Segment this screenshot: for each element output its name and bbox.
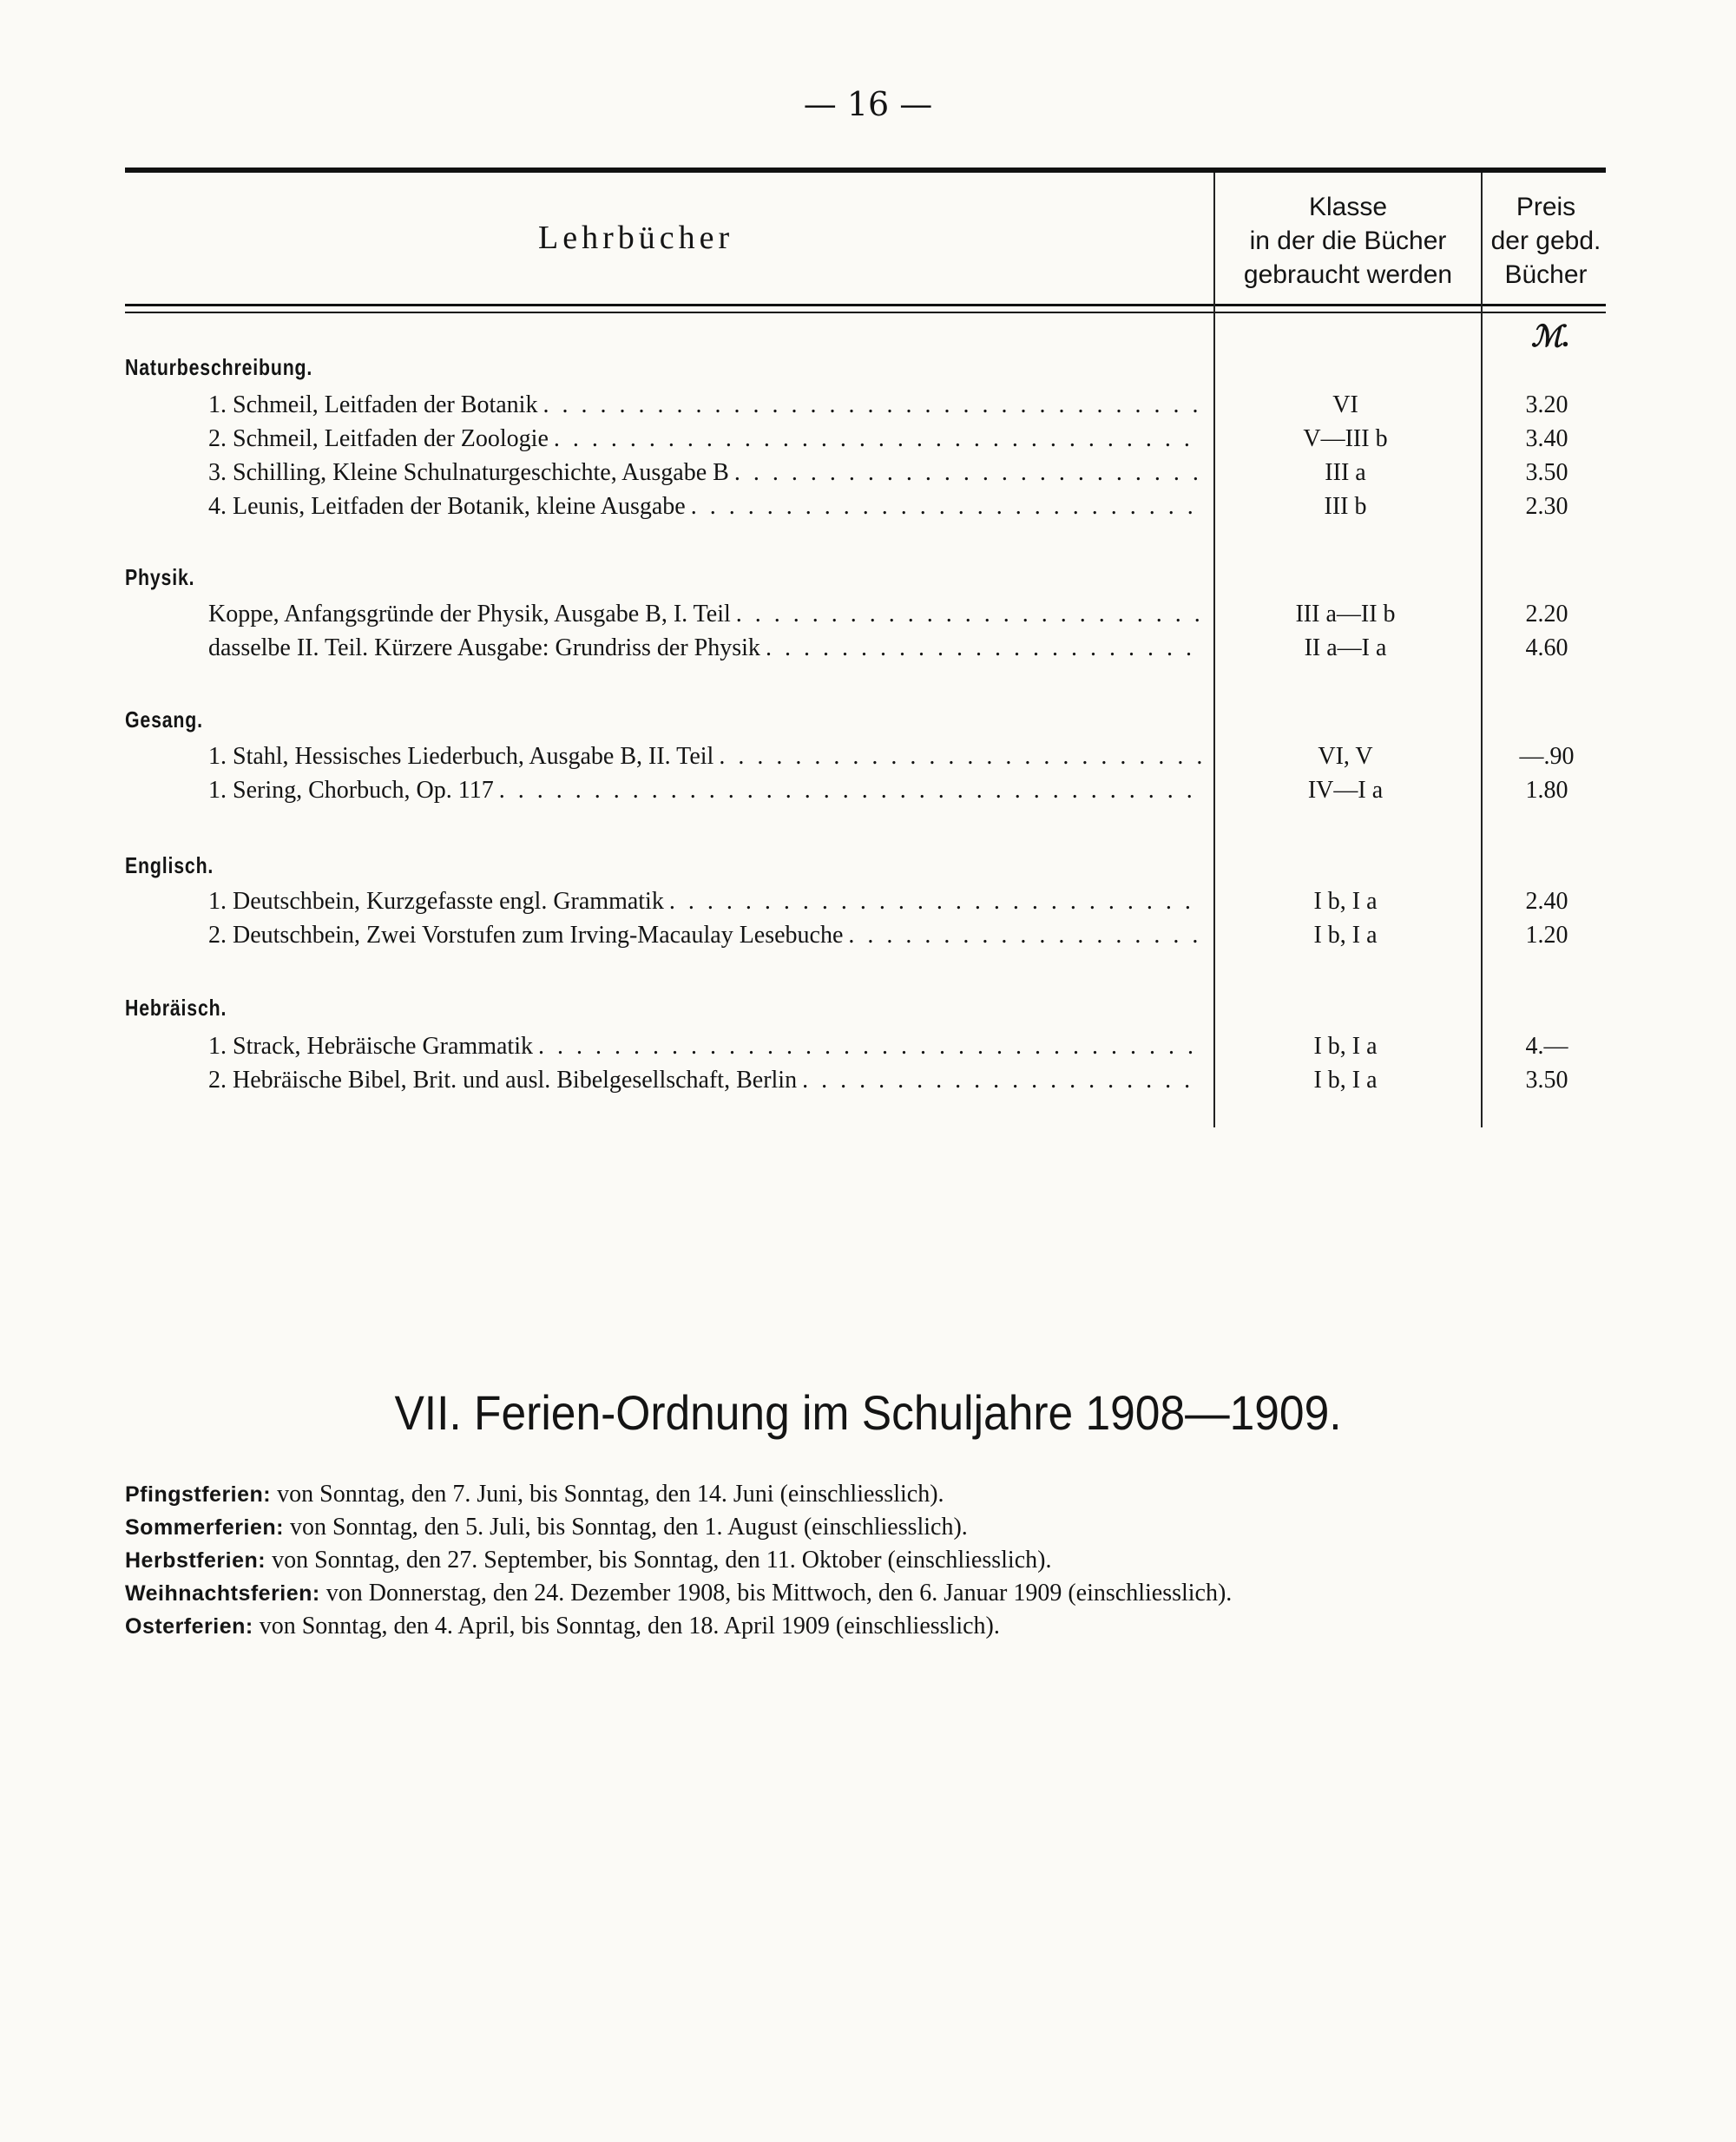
klasse-cell: I b, I a	[1313, 922, 1378, 949]
klasse-cell: II a—I a	[1304, 634, 1387, 661]
ferien-entry	[125, 1481, 944, 1508]
klasse-cell: I b, I a	[1313, 1033, 1378, 1060]
preis-cell: 2.30	[1525, 493, 1568, 520]
book-title	[208, 493, 1202, 521]
ferien-title: VII. Ferien-Ordnung im Schuljahre 1908—1909.	[394, 1385, 1342, 1440]
section-title: Physik.	[125, 564, 195, 590]
ferien-entry	[125, 1547, 1051, 1574]
header-klasse-line: gebraucht werden	[1243, 260, 1453, 289]
ferien-text: von Sonntag, den 4. April, bis Sonntag, den 18. April 1909 (einschliesslich).	[259, 1613, 1000, 1639]
book-title-text: 4. Leunis, Leitfaden der Botanik, kleine Ausgabe	[208, 493, 691, 520]
table-row	[0, 888, 1736, 923]
book-title	[208, 391, 1202, 419]
table-top-rule	[125, 168, 1606, 173]
book-title	[208, 1067, 1202, 1094]
header-klasse-line: Klasse	[1308, 193, 1388, 221]
header-preis-line: Preis	[1516, 193, 1576, 221]
klasse-cell: VI	[1332, 391, 1358, 418]
section-title: Gesang.	[125, 706, 203, 733]
klasse-cell: IV—I a	[1307, 777, 1384, 804]
table-row	[0, 1067, 1736, 1101]
table-row	[0, 459, 1736, 494]
ferien-entry	[125, 1613, 1000, 1640]
table-row	[0, 743, 1736, 778]
klasse-cell: I b, I a	[1313, 888, 1378, 915]
section-title: Naturbeschreibung.	[125, 354, 313, 380]
ferien-text: von Donnerstag, den 24. Dezember 1908, bis Mittwoch, den 6. Januar 1909 (einschliesslich).	[326, 1580, 1233, 1606]
table-row	[0, 391, 1736, 426]
page-number: — 16 —	[803, 85, 933, 123]
table-row	[0, 1033, 1736, 1068]
section-title: Englisch.	[125, 852, 214, 878]
header-preis	[1483, 190, 1609, 292]
klasse-cell: VI, V	[1318, 743, 1373, 770]
book-title-text: Koppe, Anfangsgründe der Physik, Ausgabe B, I. Teil	[208, 601, 736, 627]
header-klasse	[1215, 190, 1481, 292]
table-row	[0, 425, 1736, 460]
book-title-text: 1. Deutschbein, Kurzgefasste engl. Grammatik	[208, 888, 669, 915]
header-preis-line: Bücher	[1504, 260, 1588, 289]
book-title	[208, 922, 1202, 949]
book-title	[208, 634, 1202, 662]
ferien-label: Herbstferien:	[125, 1548, 266, 1573]
book-title	[208, 777, 1202, 805]
header-bottom-rule-2	[125, 312, 1606, 313]
table-row	[0, 922, 1736, 956]
header-preis-line: der gebd.	[1490, 227, 1601, 255]
book-title-text: 2. Hebräische Bibel, Brit. und ausl. Bibelgesellschaft, Berlin	[208, 1067, 802, 1094]
book-title-text: 3. Schilling, Kleine Schulnaturgeschichte, Ausgabe B	[208, 459, 734, 486]
preis-cell: 1.20	[1525, 922, 1568, 949]
ferien-label: Weihnachtsferien:	[125, 1581, 320, 1606]
ferien-text: von Sonntag, den 7. Juni, bis Sonntag, den 14. Juni (einschliesslich).	[277, 1481, 944, 1508]
ferien-entry	[125, 1514, 968, 1541]
ferien-label: Sommerferien:	[125, 1515, 284, 1540]
book-title-text: 1. Schmeil, Leitfaden der Botanik	[208, 391, 542, 418]
preis-cell: —.90	[1519, 743, 1575, 770]
klasse-cell: I b, I a	[1313, 1067, 1378, 1094]
preis-cell: 2.20	[1525, 601, 1568, 627]
preis-cell: 1.80	[1525, 777, 1568, 804]
section-title: Hebräisch.	[125, 995, 227, 1021]
klasse-cell: III a—II b	[1295, 601, 1396, 627]
ferien-text: von Sonntag, den 27. September, bis Sonntag, den 11. Oktober (einschliesslich).	[272, 1547, 1052, 1574]
ferien-text: von Sonntag, den 5. Juli, bis Sonntag, den 1. August (einschliesslich).	[289, 1514, 968, 1541]
table-row	[0, 493, 1736, 528]
book-title-text: 1. Sering, Chorbuch, Op. 117	[208, 777, 499, 804]
klasse-cell: III a	[1325, 459, 1366, 486]
book-title-text: 1. Strack, Hebräische Grammatik	[208, 1033, 538, 1060]
preis-cell: 4.60	[1525, 634, 1568, 661]
table-row	[0, 601, 1736, 635]
book-title	[208, 601, 1202, 628]
table-row	[0, 777, 1736, 811]
table-row	[0, 634, 1736, 669]
preis-cell: 3.50	[1525, 1067, 1568, 1094]
klasse-cell: V—III b	[1303, 425, 1388, 452]
currency-mark: ℳ.	[1531, 321, 1570, 353]
book-title	[208, 743, 1202, 771]
book-title-text: 1. Stahl, Hessisches Liederbuch, Ausgabe B, II. Teil	[208, 743, 719, 770]
book-title-text: 2. Schmeil, Leitfaden der Zoologie	[208, 425, 554, 452]
preis-cell: 3.50	[1525, 459, 1568, 486]
book-title-text: dasselbe II. Teil. Kürzere Ausgabe: Grundriss der Physik	[208, 634, 766, 661]
book-title	[208, 888, 1202, 916]
header-books: Lehrbücher	[538, 220, 734, 256]
book-title-text: 2. Deutschbein, Zwei Vorstufen zum Irving-Macaulay Lesebuche	[208, 922, 848, 949]
book-title	[208, 1033, 1202, 1061]
klasse-cell: III b	[1324, 493, 1367, 520]
preis-cell: 4.—	[1525, 1033, 1568, 1060]
preis-cell: 3.20	[1525, 391, 1568, 418]
header-bottom-rule	[125, 304, 1606, 306]
ferien-entry	[125, 1580, 1232, 1607]
header-klasse-line: in der die Bücher	[1249, 227, 1447, 255]
book-title	[208, 459, 1202, 487]
preis-cell: 2.40	[1525, 888, 1568, 915]
preis-cell: 3.40	[1525, 425, 1568, 452]
ferien-label: Pfingstferien:	[125, 1482, 272, 1507]
ferien-label: Osterferien:	[125, 1614, 253, 1639]
book-title	[208, 425, 1202, 453]
